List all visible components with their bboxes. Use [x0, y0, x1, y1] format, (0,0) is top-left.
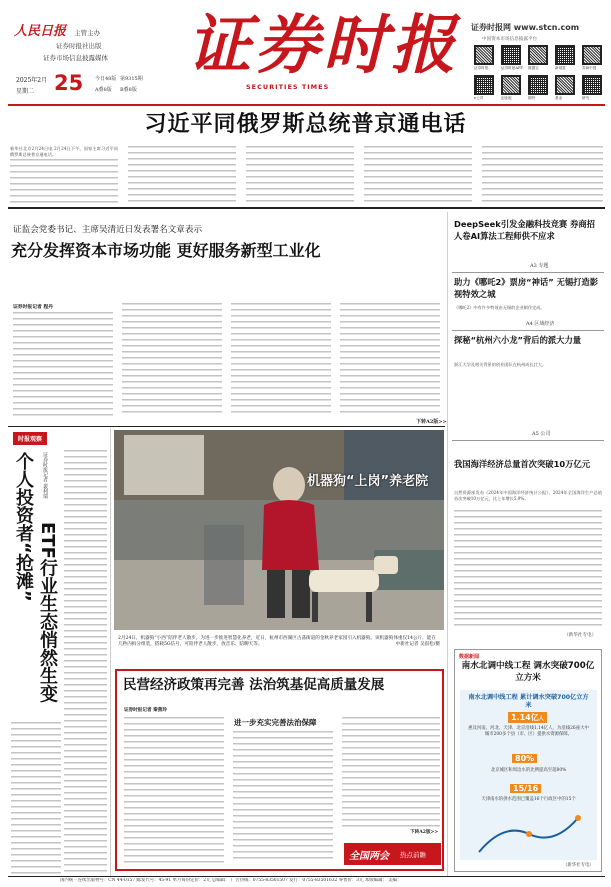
date-weekday: 星期二: [16, 88, 35, 95]
data-news-credit: （新华社专电）: [563, 863, 594, 868]
photo-caption-title: 机器狗“上岗”养老院: [307, 474, 429, 489]
issue-info-1: 今日48版: [95, 76, 117, 82]
qr-code[interactable]: [474, 45, 496, 74]
photo-credit: 中新社记者 吴叔松/摄: [395, 642, 440, 648]
article3-title: 民营经济政策再完善 法治筑基促高质量发展: [123, 677, 385, 693]
stat-2-desc: 北京城区和周边水的比例提高至超80%: [490, 768, 567, 773]
qr-code-icon: [474, 75, 494, 95]
section-divider: [8, 207, 605, 209]
qr-code[interactable]: [582, 45, 604, 74]
sidebar-item-3-ref[interactable]: A5 公司: [532, 431, 551, 437]
left-tag: [13, 432, 47, 445]
qr-code[interactable]: [528, 45, 550, 74]
issue-info-3: A叠8版: [95, 87, 112, 93]
masthead-divider: [8, 104, 605, 106]
data-news-box: [454, 649, 602, 872]
footer-text: 国内统一连续出版物号：CN 44-0157 邮发代号：45-91 单月每份定价：2元 总编辑： 广告热线：0755-83501507 发行：0755-83501632 零售价：3元 本版编辑： 美编：: [60, 878, 402, 883]
qr-code[interactable]: [501, 45, 523, 74]
photo-image: [114, 430, 444, 630]
photo-caption: [118, 636, 440, 649]
issue-info-2: 第9315期: [120, 76, 143, 82]
publisher-line-2: 证券市场信息披露媒体: [43, 54, 108, 62]
sidebar-item-2-text: 《哪吒2》中有许多特效由无锡的企业制作完成。: [454, 305, 545, 310]
map-illustration: [474, 812, 583, 857]
left-column: [8, 430, 108, 875]
qr-code-icon: [528, 45, 548, 65]
stat-1-unit: 人: [538, 716, 544, 722]
article3-footer-link[interactable]: 下转A2版>>: [410, 830, 439, 835]
article3-badge: [344, 843, 441, 865]
headline-lead: 新华社北京2月24日电 2月24日下午，国家主席习近平同俄罗斯总统普京通电话。: [10, 146, 118, 158]
left-title: [12, 452, 34, 602]
issue-info-4: B叠8版: [120, 87, 137, 93]
qr-code-label: 证券时报APP: [501, 66, 523, 70]
qr-code-label: e公司: [474, 96, 484, 100]
sidebar: [452, 212, 604, 872]
qr-code-label: 创业板: [501, 96, 512, 100]
sidebar-item-1-ref[interactable]: A3 专题: [530, 263, 549, 269]
headline-body: [10, 146, 603, 204]
main-headline: 习近平同俄罗斯总统普京通电话: [144, 112, 467, 137]
sidebar-item-1-title[interactable]: DeepSeek引发金融科技竞赛 券商招人卷AI算法工程师供不应求: [454, 219, 595, 241]
article3-box: [115, 669, 444, 871]
stat-3-value: 15/16: [510, 784, 541, 793]
qr-code-icon: [501, 45, 521, 65]
left-title-part1: 个人投资者: [13, 452, 34, 542]
qr-code-icon: [582, 45, 602, 65]
date-block: [16, 73, 166, 103]
data-news-panel: [460, 690, 597, 860]
stat-1: [508, 712, 547, 723]
qr-code-label: 基金: [555, 96, 563, 100]
article3-byline: 证券时报记者 秦燕玲: [124, 708, 167, 713]
masthead: [0, 0, 611, 105]
sidebar-item-2-ref[interactable]: A4 区域经济: [526, 321, 555, 327]
qr-code-icon: [555, 75, 575, 95]
left-tag-label: 时报观察: [18, 436, 43, 443]
photo: [114, 430, 444, 630]
article-kicker: 证监会党委书记、主席吴清近日发表署名文章表示: [13, 225, 203, 235]
website: 证券时报网 www.stcn.com: [471, 23, 580, 32]
stat-1-value: 1.14亿: [511, 713, 539, 722]
qr-code[interactable]: [474, 75, 496, 104]
left-title-2: ETF行业生态悄然生变: [37, 522, 58, 703]
sponsor-paper: 人民日报: [14, 24, 67, 39]
qr-code-label: 期货: [528, 96, 536, 100]
date-month: 2025年2月: [16, 77, 48, 84]
article-title: 充分发挥资本市场功能 更好服务新型工业化: [11, 241, 321, 260]
article3-badge-sub: 热点前瞻: [400, 851, 426, 859]
qr-code-label: 券商中国: [582, 66, 597, 70]
data-news-inner-title: 南水北调中线工程 累计调水突破700亿立方米: [468, 694, 589, 709]
qr-code[interactable]: [582, 75, 604, 104]
masthead-title: 证券时报: [187, 8, 459, 83]
left-title-quote: “抢滩”: [13, 542, 34, 602]
article3-badge-label: 全国两会: [349, 851, 389, 862]
qr-grid: [474, 45, 606, 103]
date-day: 25: [54, 71, 84, 95]
sidebar-item-4-credit: （新华社专电）: [564, 633, 597, 638]
website-sub: 中国资本市场信息披露平台: [482, 37, 538, 42]
sidebar-item-4-text: 自然资源部发布《2024年中国海洋经济统计公报》，2024年全国海洋生产总值首次突破10万亿元，比上年增长5.9%。: [454, 490, 602, 502]
qr-code-label: 研究: [582, 96, 590, 100]
qr-code[interactable]: [501, 75, 523, 104]
sidebar-item-4-title[interactable]: 我国海洋经济总量首次突破10万亿元: [454, 459, 591, 469]
qr-code[interactable]: [528, 75, 550, 104]
data-news-kicker: 数据新闻: [459, 654, 480, 660]
qr-code-icon: [582, 75, 602, 95]
masthead-title-en: SECURITIES TIMES: [246, 83, 330, 91]
photo-caption-text: 2月24日，机器狗“小西”陪伴老人散步。为进一步推进智慧化养老，近日，杭州市西湖区古荡街道的金秋养老家园引入机器狗。该机器狗体重仅14公斤，能在几秒内拆分组装，搭载5G信号，可陪伴老人散步、放音乐、陪聊天等。: [118, 636, 436, 648]
data-news-title: 南水北调中线工程 调水突破700亿立方米: [461, 661, 595, 683]
article-footer-link[interactable]: 下转A2版>>: [416, 419, 447, 425]
qr-code[interactable]: [555, 45, 577, 74]
stat-3-desc: 天津南水的供水范围已覆盖16个行政区中的15个: [481, 797, 576, 802]
article-byline: 证券时报记者 程丹: [13, 304, 54, 310]
qr-code-icon: [501, 75, 521, 95]
qr-code-icon: [474, 45, 494, 65]
sidebar-item-3-title[interactable]: 探秘“杭州六小龙”背后的派大力量: [454, 335, 582, 345]
qr-code-icon: [528, 75, 548, 95]
sidebar-item-3-text: 浙江大学及相关背景的创业团队在杭州成长壮大。: [454, 362, 547, 367]
qr-code-label: 证券时报: [474, 66, 489, 70]
left-byline: 证券时报记者 裴利瑞: [42, 452, 48, 499]
sponsor-line: [14, 20, 144, 39]
qr-code-label: 新财富: [555, 66, 566, 70]
publisher-line-1: 证券时报社出版: [56, 42, 102, 50]
article3-subtitle: 进一步充实完善法治保障: [234, 718, 317, 727]
qr-code[interactable]: [555, 75, 577, 104]
stat-2-value: 80%: [512, 754, 537, 763]
qr-code-label: 数据宝: [528, 66, 539, 70]
sponsor-suffix: 主管主办: [74, 29, 101, 37]
stat-1-desc: 惠及河南、河北、天津、北京沿线1.14亿人，为沿线26座大中城市200多个县（市、区）提供水资源保障。: [468, 726, 589, 737]
qr-code-icon: [555, 45, 575, 65]
sidebar-item-2-title[interactable]: 助力《哪吒2》票房“神话” 无锡打造影视特效之城: [454, 277, 599, 299]
